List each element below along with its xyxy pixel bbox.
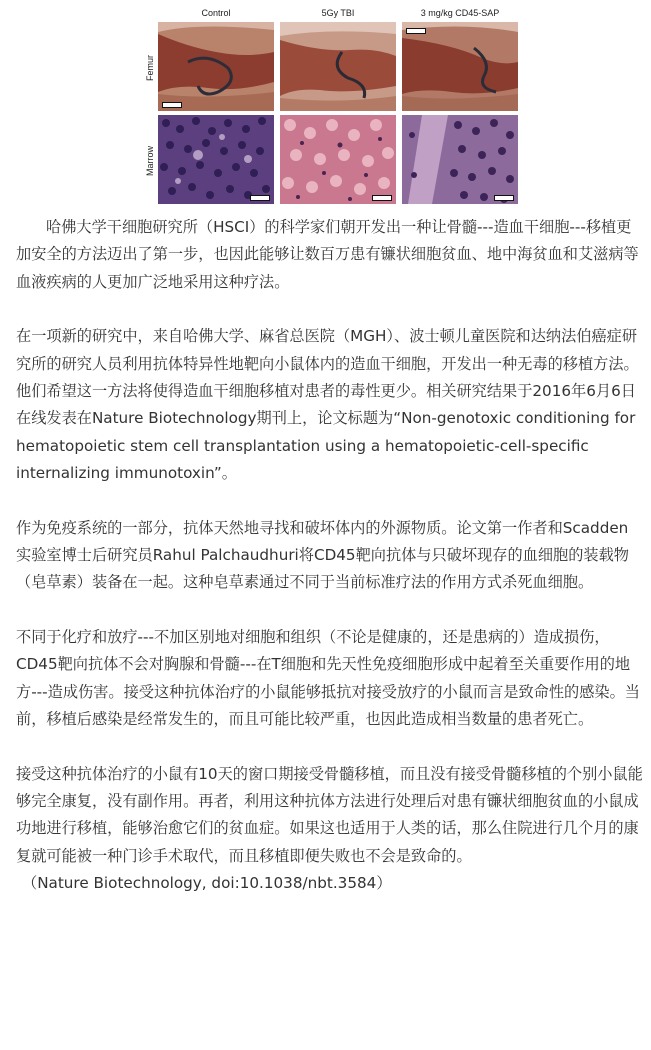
column-title-cd45-sap: 3 mg/kg CD45-SAP bbox=[420, 8, 500, 18]
paragraph-spacer bbox=[16, 488, 643, 515]
paragraph-spacer bbox=[16, 597, 643, 624]
row-label-marrow: Marrow bbox=[145, 146, 155, 177]
article-paragraph: 不同于化疗和放疗---不加区别地对细胞和组织（不论是健康的，还是患病的）造成损伤，CD45靶向抗体不会对胸腺和骨髓---在T细胞和先天性免疫细胞形成中起着至关重要作用的地方---造成伤害。接受这种抗体治疗的小鼠能够抵抗对接受放疗的小鼠而言是致命性的感染。当前，移植后感染是经常发生的，而且可能比较严重，也因此造成相当数量的患者死亡。 bbox=[16, 627, 640, 729]
row-label-femur: Femur bbox=[145, 55, 155, 82]
article-paragraph: 作为免疫系统的一部分，抗体天然地寻找和破坏体内的外源物质。论文第一作者和Scadden实验室博士后研究员Rahul Palchaudhuri将CD45靶向抗体与只破坏现存的血细胞的装载物（皂草素）装备在一起。这种皂草素通过不同于当前标准疗法的作用方式杀死血细胞。 bbox=[16, 518, 629, 592]
paragraph-spacer bbox=[16, 296, 643, 323]
marrow-tbi-panel bbox=[280, 115, 396, 204]
scale-bar bbox=[250, 195, 270, 201]
scale-bar bbox=[372, 195, 392, 201]
article-paragraph: 在一项新的研究中，来自哈佛大学、麻省总医院（MGH）、波士顿儿童医院和达纳法伯癌症研究所的研究人员利用抗体特异性地靶向小鼠体内的造血干细胞，开发出一种无毒的移植方法。他们希望这一方法将使得造血干细胞移植对患者的毒性更少。相关研究结果于2016年6月6日在线发表在Nature Biotechnology期刊上，论文标题为“Non-genotoxic conditioning for hematopoietic stem cell transplantation using a hematopoietic-cell-specific internalizing immunotoxin”。 bbox=[16, 327, 639, 483]
scale-bar bbox=[162, 102, 182, 108]
femur-control-panel bbox=[158, 22, 274, 111]
citation: （Nature Biotechnology, doi:10.1038/nbt.3584） bbox=[22, 874, 392, 893]
article-paragraph: 哈佛大学干细胞研究所（HSCI）的科学家们朝开发出一种让骨髓---造血干细胞---移植更加安全的方法迈出了第一步，也因此能够让数百万患有镰状细胞贫血、地中海贫血和艾滋病等血液疾病的人更加广泛地采用这种疗法。 bbox=[16, 218, 639, 291]
marrow-control-panel bbox=[158, 115, 274, 204]
femur-cd45-sap-panel bbox=[402, 22, 518, 111]
article-paragraph: 接受这种抗体治疗的小鼠有10天的窗口期接受骨髓移植，而且没有接受骨髓移植的个别小鼠能够完全康复，没有副作用。再者，利用这种抗体方法进行处理后对患有镰状细胞贫血的小鼠成功地进行移植，能够治愈它们的贫血症。如果这也适用于人类的话，那么住院进行几个月的康复就可能被一种门诊手术取代，而且移植即便失败也不会是致命的。 bbox=[16, 764, 643, 865]
scale-bar bbox=[406, 28, 426, 34]
scale-bar bbox=[494, 195, 514, 201]
femur-tbi-panel bbox=[280, 22, 396, 111]
article-body bbox=[16, 214, 643, 898]
marrow-cd45-sap-panel bbox=[402, 115, 518, 204]
column-title-control: Control bbox=[201, 8, 231, 18]
histology-figure bbox=[142, 8, 522, 208]
column-title-tbi: 5Gy TBI bbox=[321, 8, 355, 18]
paragraph-spacer bbox=[16, 734, 643, 761]
